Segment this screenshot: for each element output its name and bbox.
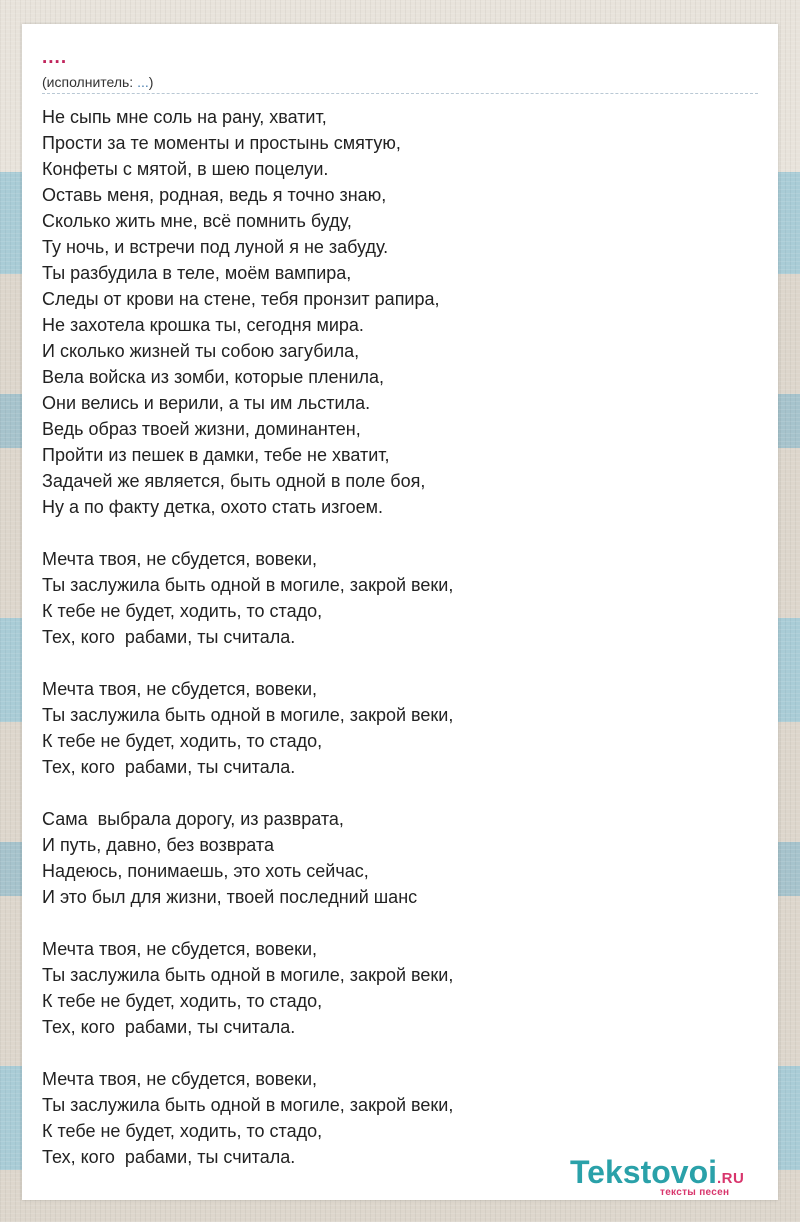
lyrics-line: Тех, кого рабами, ты считала. [42, 757, 296, 777]
lyrics-line: Не захотела крошка ты, сегодня мира. [42, 315, 364, 335]
lyrics-line: Ты заслужила быть одной в могиле, закрой веки, [42, 965, 454, 985]
lyrics-stanza [42, 104, 758, 520]
lyrics-line: Ведь образ твоей жизни, доминантен, [42, 419, 361, 439]
lyrics-line: Тех, кого рабами, ты считала. [42, 1017, 296, 1037]
lyrics-line: Тех, кого рабами, ты считала. [42, 1147, 296, 1167]
lyrics-line: К тебе не будет, ходить, то стадо, [42, 1121, 323, 1141]
lyrics-line: Мечта твоя, не сбудется, вовеки, [42, 549, 318, 569]
lyrics-line: Вела войска из зомби, которые пленила, [42, 367, 385, 387]
lyrics-card [22, 24, 778, 1200]
lyrics-line: Они велись и верили, а ты им льстила. [42, 393, 371, 413]
lyrics-line: Следы от крови на стене, тебя пронзит рапира, [42, 289, 440, 309]
lyrics-line: Не сыпь мне соль на рану, хватит, [42, 107, 327, 127]
lyrics-line: Мечта твоя, не сбудется, вовеки, [42, 1069, 318, 1089]
artist-suffix: ) [148, 74, 154, 90]
logo-suffix-text: .RU [717, 1170, 745, 1187]
lyrics-line: К тебе не будет, ходить, то стадо, [42, 601, 323, 621]
lyrics-line: И сколько жизней ты собою загубила, [42, 341, 360, 361]
lyrics-line: Сколько жить мне, всё помнить буду, [42, 211, 352, 231]
lyrics-line: Надеюсь, понимаешь, это хоть сейчас, [42, 861, 369, 881]
lyrics-line: Тех, кого рабами, ты считала. [42, 627, 296, 647]
lyrics-line: Пройти из пешек в дамки, тебе не хватит, [42, 445, 390, 465]
lyrics-line: Ты разбудила в теле, моём вампира, [42, 263, 352, 283]
artist-line [42, 72, 153, 92]
lyrics-line: Ты заслужила быть одной в могиле, закрой веки, [42, 575, 454, 595]
lyrics-stanza [42, 936, 758, 1040]
lyrics-line: Прости за те моменты и простынь смятую, [42, 133, 401, 153]
lyrics-line: Ту ночь, и встречи под луной я не забуду. [42, 237, 389, 257]
lyrics-line: Ну а по факту детка, охото стать изгоем. [42, 497, 383, 517]
lyrics-stanza [42, 806, 758, 910]
lyrics-line: Ты заслужила быть одной в могиле, закрой веки, [42, 1095, 454, 1115]
lyrics-line: И это был для жизни, твоей последний шанс [42, 887, 418, 907]
header-divider [42, 93, 758, 94]
song-title: .... [42, 47, 68, 68]
lyrics-line: К тебе не будет, ходить, то стадо, [42, 991, 323, 1011]
lyrics-line: Мечта твоя, не сбудется, вовеки, [42, 939, 318, 959]
lyrics-line: Ты заслужила быть одной в могиле, закрой веки, [42, 705, 454, 725]
lyrics-text [42, 104, 758, 1196]
lyrics-line: Сама выбрала дорогу, из разврата, [42, 809, 344, 829]
lyrics-line: К тебе не будет, ходить, то стадо, [42, 731, 323, 751]
lyrics-stanza [42, 676, 758, 780]
lyrics-line: Мечта твоя, не сбудется, вовеки, [42, 679, 318, 699]
logo-tagline: тексты песен [660, 1187, 730, 1198]
lyrics-line: И путь, давно, без возврата [42, 835, 274, 855]
lyrics-line: Конфеты с мятой, в шею поцелуи. [42, 159, 329, 179]
lyrics-stanza [42, 546, 758, 650]
artist-link[interactable]: ... [137, 74, 149, 90]
logo-main-text: Tekstovoi [570, 1154, 717, 1190]
lyrics-line: Оставь меня, родная, ведь я точно знаю, [42, 185, 387, 205]
artist-prefix: (исполнитель: [42, 74, 138, 90]
lyrics-line: Задачей же является, быть одной в поле боя, [42, 471, 426, 491]
